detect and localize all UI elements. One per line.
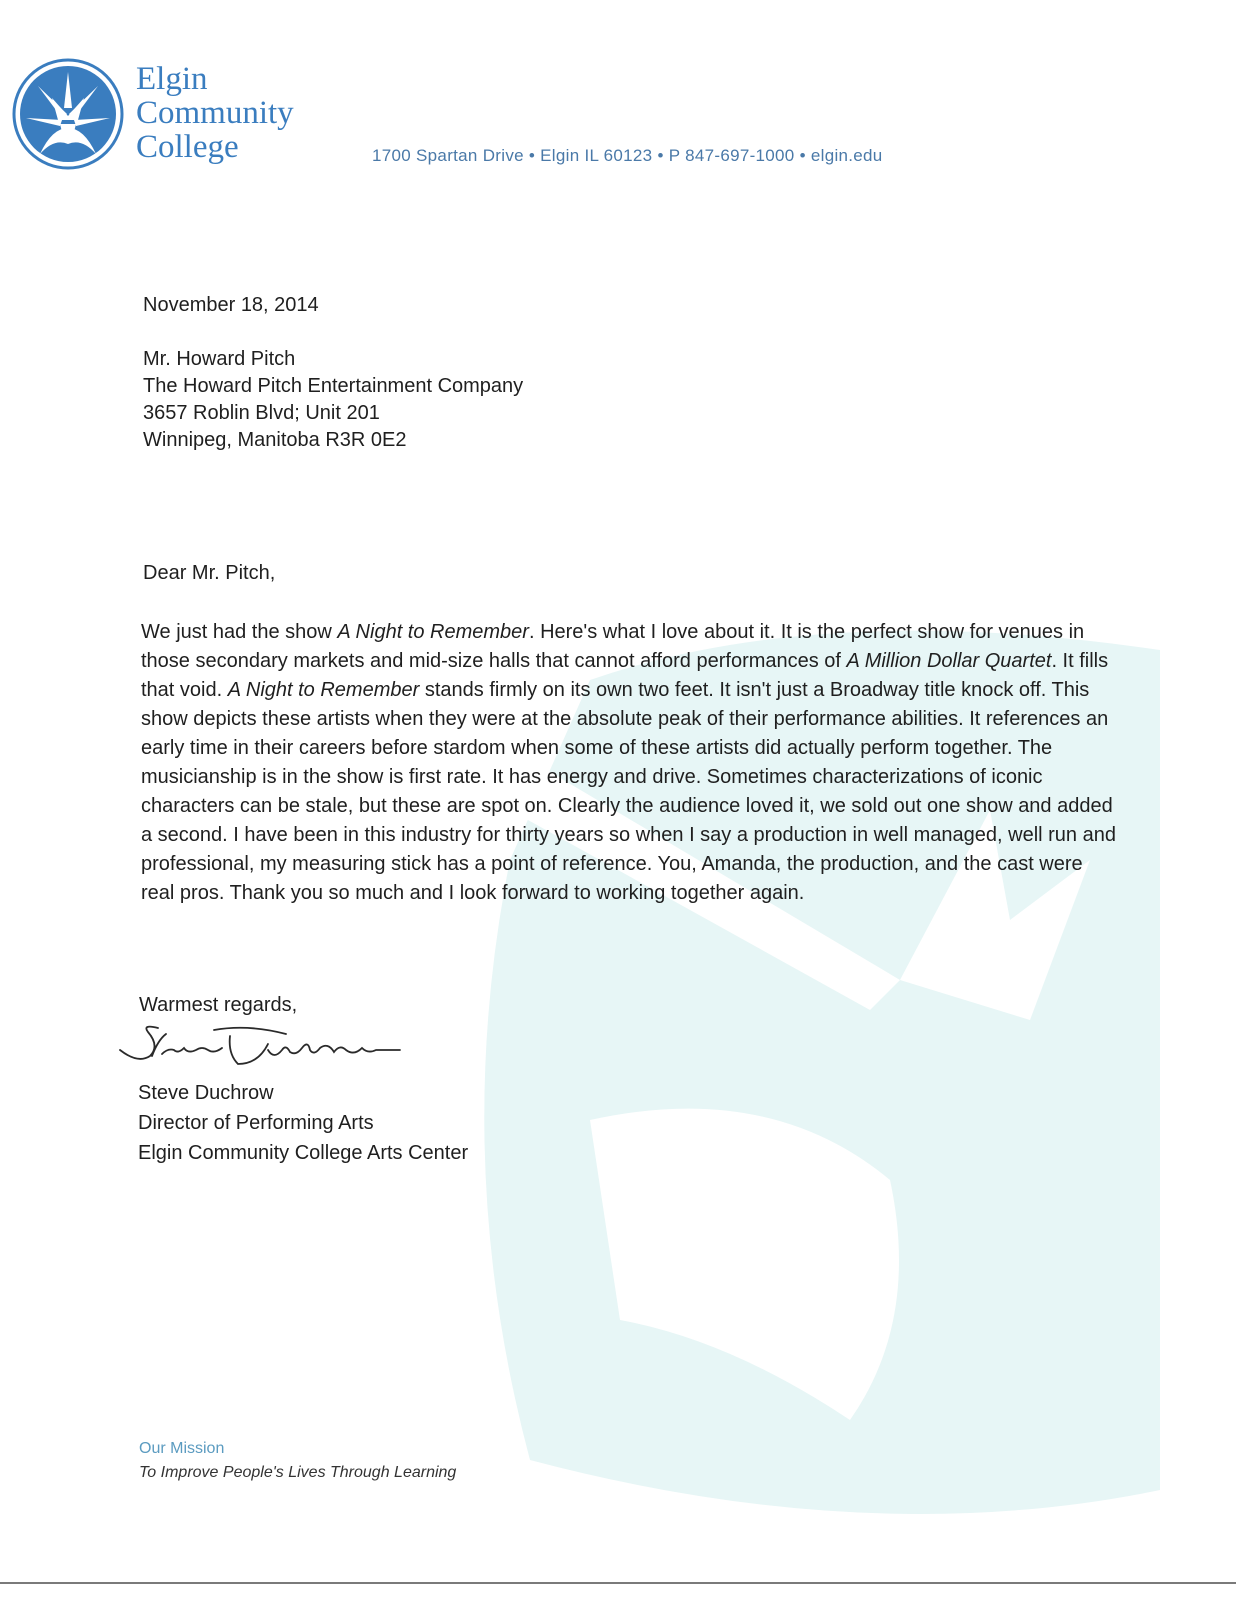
show-title: A Night to Remember	[337, 621, 529, 643]
handwritten-signature-icon	[118, 1020, 408, 1072]
show-title: A Night to Remember	[227, 679, 420, 701]
mission-label: Our Mission	[139, 1440, 225, 1457]
college-name-line: Community	[136, 95, 294, 131]
letter-date: November 18, 2014	[143, 294, 319, 316]
page-edge-divider	[0, 1582, 1236, 1584]
show-title: A Million Dollar Quartet	[846, 650, 1052, 672]
signer-organization: Elgin Community College Arts Center	[138, 1142, 469, 1164]
recipient-street: 3657 Roblin Blvd; Unit 201	[143, 402, 380, 424]
college-name-line: Elgin	[136, 61, 208, 97]
body-text-segment: stands firmly on its own two feet. It isn't just a Broadway title knock off. This show depicts these artists when they were at the absolute peak of their performance abilities. It references an early time in their careers before stardom when some of these artists did actually perform together. The musicianship is in the show is first rate. It has energy and drive. Sometimes characterizations of iconic characters can be stale, but these are spot on. Clearly the audience loved it, we sold out one show and added a second. I have been in this industry for thirty years so when I say a production in well managed, well run and professional, my measuring stick has a point of reference. You, Amanda, the production, and the cast were real pros. Thank you so much and I look forward to working together again.	[141, 679, 1116, 904]
recipient-company: The Howard Pitch Entertainment Company	[143, 375, 524, 397]
body-text-segment: . It fills that void.	[141, 650, 1109, 701]
body-paragraph	[141, 618, 1121, 908]
signer-block	[138, 1078, 468, 1168]
recipient-name: Mr. Howard Pitch	[143, 348, 296, 370]
college-logo-icon	[12, 58, 124, 170]
body-text-segment: We just had the show	[141, 621, 338, 643]
mission-statement: To Improve People's Lives Through Learning	[139, 1464, 457, 1481]
college-name	[136, 62, 294, 164]
college-name-line: College	[136, 129, 239, 165]
body-text-segment: . Here's what I love about it. It is the perfect show for venues in those secondary markets and mid-size halls that cannot afford performances of	[141, 621, 1085, 672]
salutation: Dear Mr. Pitch,	[143, 562, 276, 584]
letterhead-address: 1700 Spartan Drive • Elgin IL 60123 • P 847-697-1000 • elgin.edu	[372, 146, 883, 165]
recipient-city: Winnipeg, Manitoba R3R 0E2	[143, 429, 407, 451]
letter-body	[141, 618, 1121, 908]
closing: Warmest regards,	[139, 994, 298, 1016]
recipient-block	[143, 346, 523, 454]
signer-name: Steve Duchrow	[138, 1082, 274, 1104]
signer-title: Director of Performing Arts	[138, 1112, 374, 1134]
